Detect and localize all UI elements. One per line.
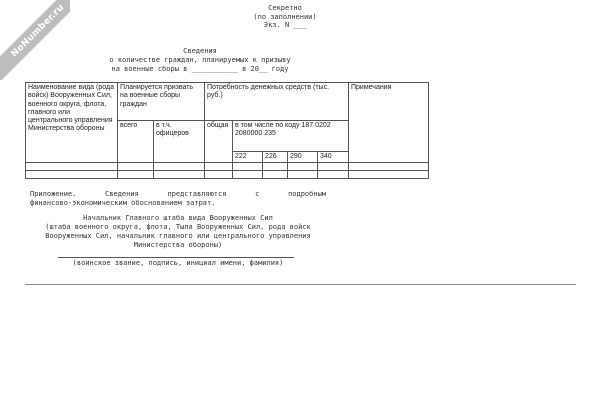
annex-note <box>30 190 326 208</box>
form-heading <box>60 47 340 74</box>
secrecy-note: (по заполнении) <box>253 12 317 21</box>
table-header-row <box>26 83 429 121</box>
signature-line <box>58 257 294 258</box>
copy-number: Экз. N ___ <box>263 21 307 29</box>
header-money-total: общая <box>205 121 233 163</box>
heading-period: на военные сборы в ___________ в 20__ году <box>111 65 289 73</box>
watermark-text: NoNumber.ru <box>9 2 67 60</box>
chief-signature-block <box>25 214 331 250</box>
table-row <box>26 171 429 179</box>
chief-title-line-3: Вооруженных Сил, начальник главного или центрального управления <box>45 232 311 240</box>
code-340: 340 <box>318 151 349 162</box>
table-row <box>26 163 429 171</box>
code-290: 290 <box>288 151 318 162</box>
heading-subtitle: о количестве граждан, планируемых к призыву <box>109 56 291 64</box>
header-money-code: в том числе по коду 187 0202 2080000 235 <box>233 121 349 152</box>
header-notes: Примечания <box>349 83 429 163</box>
chief-title-line-4: Министерства обороны) <box>133 241 223 249</box>
header-planned-officers: в т.ч. офицеров <box>154 121 205 163</box>
header-unit-type: Наименование вида (рода войск) Вооруженных Сил, военного округа, флота, главного или центрального управления Министерства обороны <box>26 83 118 163</box>
header-planned: Планируется призвать на военные сборы граждан <box>118 83 205 121</box>
header-planned-total: всего <box>118 121 154 163</box>
header-money: Потребность денежных средств (тыс. руб.) <box>205 83 349 121</box>
secrecy-label: Секретно <box>268 4 302 12</box>
annex-word: с <box>255 190 260 198</box>
annex-line-1 <box>30 190 326 199</box>
annex-word: подробным <box>288 190 326 198</box>
annex-line-2: финансово-экономическим обоснованием затрат. <box>30 199 216 207</box>
page-divider <box>25 284 576 285</box>
code-222: 222 <box>233 151 263 162</box>
chief-title-line-2: (штаба военного округа, флота, Тыла Вооруженных Сил, рода войск <box>45 223 311 231</box>
signature-caption: (воинское звание, подпись, инициал имени, фамилия) <box>72 259 284 267</box>
annex-word: Приложение. <box>30 190 77 198</box>
annex-word: представляются <box>167 190 227 198</box>
chief-title: Начальник Главного штаба вида Вооруженных Сил <box>83 214 273 222</box>
heading-title: Сведения <box>183 47 217 55</box>
report-table <box>25 82 429 179</box>
code-226: 226 <box>263 151 288 162</box>
secrecy-stamp <box>250 4 320 30</box>
annex-word: Сведения <box>105 190 139 198</box>
